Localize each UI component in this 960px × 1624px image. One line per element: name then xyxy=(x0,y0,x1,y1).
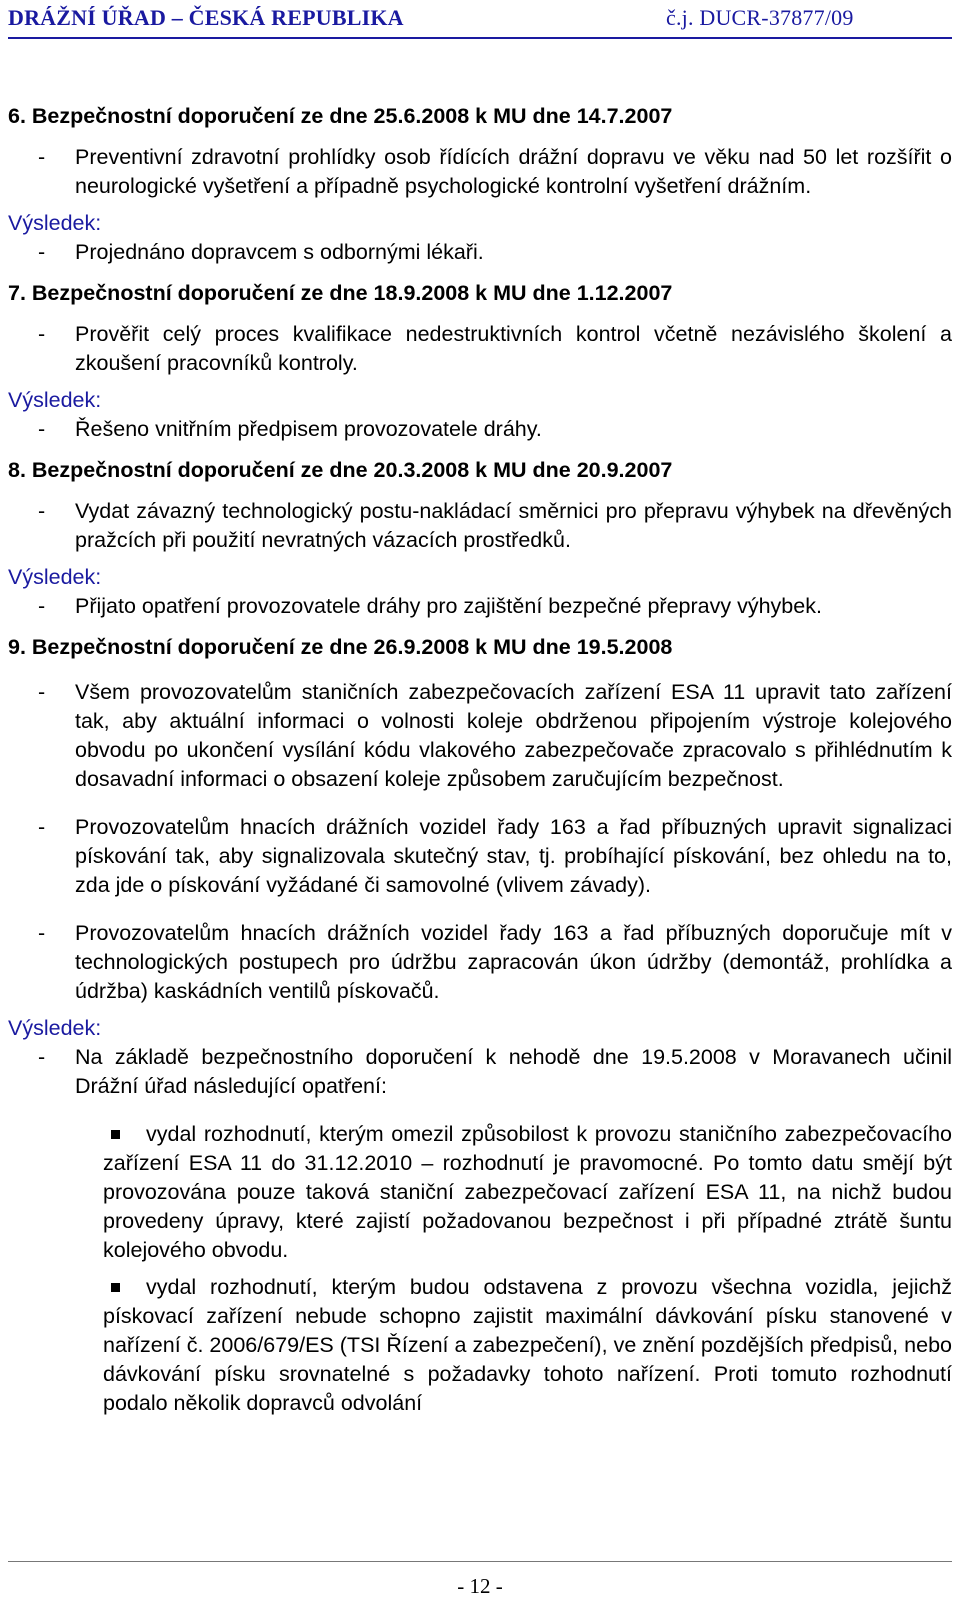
recommendation-text: Provozovatelům hnacích drážních vozidel řady 163 a řad příbuzných upravit signalizaci pískování tak, aby signalizovala skutečný stav, tj. probíhající pískování, bez ohledu na to, zda jde o pískování vyžádané či samovolné (vlivem závady). xyxy=(75,815,952,897)
result-item xyxy=(8,238,952,267)
recommendation-text: Prověřit celý proces kvalifikace nedestruktivních kontrol včetně nezávislého školení a zkoušení pracovníků kontroly. xyxy=(75,322,952,375)
dash-marker: - xyxy=(38,145,46,169)
recommendation-text: Provozovatelům hnacích drážních vozidel řady 163 a řad příbuzných doporučuje mít v technologických postupech pro údržbu zapracován úkon údržby (demontáž, prohlídka a údržba) kaskádních ventilů pískovačů. xyxy=(75,921,952,1003)
recommendation-item xyxy=(8,919,952,1006)
footer-rule xyxy=(8,1561,952,1562)
recommendation-text: Preventivní zdravotní prohlídky osob řídících drážní dopravu ve věku nad 50 let rozšířit o neurologické vyšetření a případně psychologické kontrolní vyšetření drážním. xyxy=(75,145,952,198)
document-body xyxy=(8,102,952,1418)
result-label: Výsledek: xyxy=(8,388,102,412)
header-organization: DRÁŽNÍ ÚŘAD – ČESKÁ REPUBLIKA xyxy=(8,5,404,30)
recommendation-text: Vydat závazný technologický postu-nakládací směrnici pro přepravu výhybek na dřevěných pražcích při použití nevratných vázacích prostředků. xyxy=(75,499,952,552)
dash-marker: - xyxy=(38,1045,46,1069)
dash-marker: - xyxy=(38,417,46,441)
recommendation-item xyxy=(8,143,952,201)
result-item xyxy=(8,1043,952,1101)
measure-text: vydal rozhodnutí, kterým budou odstavena z provozu všechna vozidla, jejichž pískovací zařízení nebude schopno zajistit maximální dávkování písku stanovené v nařízení č. 2006/679/ES (TSI Řízení a zabezpečení), ve znění pozdějších předpisů, nebo dávkování písku srovnatelné s požadavky tohoto nařízení. Proti tomuto rozhodnutí podalo několik dopravců odvolání xyxy=(103,1275,952,1415)
result-text: Přijato opatření provozovatele dráhy pro zajištění bezpečné přepravy výhybek. xyxy=(75,594,822,618)
recommendation-item xyxy=(8,497,952,555)
result-label: Výsledek: xyxy=(8,565,102,589)
result-text: Projednáno dopravcem s odbornými lékaři. xyxy=(75,240,484,264)
square-bullet-icon xyxy=(111,1283,120,1292)
dash-marker: - xyxy=(38,240,46,264)
dash-marker: - xyxy=(38,322,46,346)
recommendation-item xyxy=(8,320,952,378)
recommendation-item xyxy=(8,678,952,794)
section-heading: 7. Bezpečnostní doporučení ze dne 18.9.2008 k MU dne 1.12.2007 xyxy=(8,281,673,305)
header-reference-number: č.j. DUCR-37877/09 xyxy=(666,5,854,30)
dash-marker: - xyxy=(38,680,46,704)
square-bullet-icon xyxy=(111,1130,120,1139)
page-number: - 12 - xyxy=(457,1574,503,1598)
recommendation-item xyxy=(8,813,952,900)
dash-marker: - xyxy=(38,499,46,523)
dash-marker: - xyxy=(38,921,46,945)
dash-marker: - xyxy=(38,594,46,618)
dash-marker: - xyxy=(38,815,46,839)
header-rule xyxy=(8,37,952,39)
result-item xyxy=(8,592,952,621)
recommendation-text: Všem provozovatelům staničních zabezpečovacích zařízení ESA 11 upravit tato zařízení tak, aby aktuální informaci o volnosti koleje obdrženou připojením výstroje kolejového obvodu po ukončení vysílání kódu vlakového zabezpečovače zpracovalo s přihlédnutím k dosavadní informaci o obsazení koleje způsobem zaručujícím bezpečnost. xyxy=(75,680,952,791)
result-item xyxy=(8,415,952,444)
section-heading: 8. Bezpečnostní doporučení ze dne 20.3.2008 k MU dne 20.9.2007 xyxy=(8,458,673,482)
measure-text: vydal rozhodnutí, kterým omezil způsobilost k provozu staničního zabezpečovacího zařízení ESA 11 do 31.12.2010 – rozhodnutí je pravomocné. Po tomto datu smějí být provozována pouze taková staniční zabezpečovací zařízení ESA 11, na nichž budou provedeny úpravy, které zajistí požadovanou bezpečnost i při případné ztrátě šuntu kolejového obvodu. xyxy=(103,1122,952,1262)
section-heading: 6. Bezpečnostní doporučení ze dne 25.6.2008 k MU dne 14.7.2007 xyxy=(8,104,673,128)
result-label: Výsledek: xyxy=(8,1016,102,1040)
measure-bullet-item xyxy=(8,1120,952,1265)
page-header xyxy=(0,4,960,36)
measure-bullet-item xyxy=(8,1273,952,1418)
result-text: Na základě bezpečnostního doporučení k nehodě dne 19.5.2008 v Moravanech učinil Drážní úřad následující opatření: xyxy=(75,1045,952,1098)
result-text: Řešeno vnitřním předpisem provozovatele dráhy. xyxy=(75,417,542,441)
result-label: Výsledek: xyxy=(8,211,102,235)
section-heading: 9. Bezpečnostní doporučení ze dne 26.9.2008 k MU dne 19.5.2008 xyxy=(8,635,673,659)
